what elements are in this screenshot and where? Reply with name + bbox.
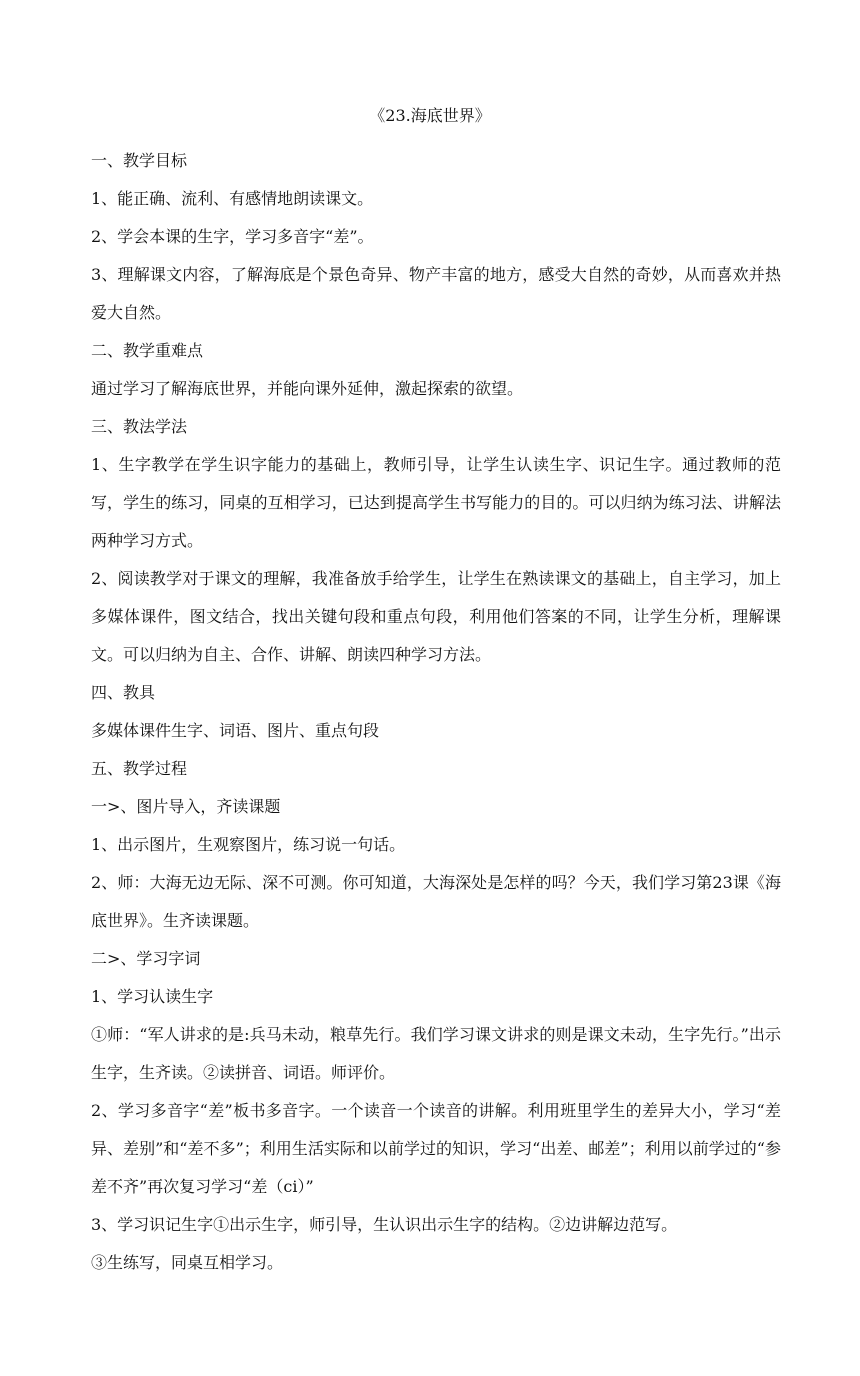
paragraph: 多媒体课件生字、词语、图片、重点句段 — [91, 721, 380, 740]
document-body — [91, 142, 781, 1282]
subsection-heading: 二>、学习字词 — [91, 949, 201, 968]
paragraph: 1、出示图片，生观察图片，练习说一句话。 — [91, 835, 406, 854]
paragraph: 通过学习了解海底世界，并能向课外延伸，激起探索的欲望。 — [91, 379, 524, 398]
paragraph: 2、学会本课的生字，学习多音字“差”。 — [91, 227, 374, 246]
paragraph: 3、学习识记生字①出示生字，师引导，生认识出示生字的结构。②边讲解边范写。 — [91, 1215, 678, 1234]
paragraph: 1、能正确、流利、有感情地朗读课文。 — [91, 189, 374, 208]
section-heading-process: 五、教学过程 — [91, 759, 188, 778]
section-heading-methods: 三、教法学法 — [91, 417, 188, 436]
document-title: 《23.海底世界》 — [369, 106, 491, 125]
paragraph: 1、生字教学在学生识字能力的基础上，教师引导，让学生认读生字、识记生字。通过教师的范写，学生的练习，同桌的互相学习，已达到提高学生书写能力的目的。可以归纳为练习法、讲解法两种学习方式。 — [91, 455, 781, 550]
paragraph: 2、学习多音字“差”板书多音字。一个读音一个读音的讲解。利用班里学生的差异大小，学习“差异、差别”和“差不多”；利用生活实际和以前学过的知识，学习“出差、邮差”；利用以前学过的“参差不齐”再次复习学习“差（ci）” — [91, 1101, 781, 1196]
paragraph: 2、阅读教学对于课文的理解，我准备放手给学生，让学生在熟读课文的基础上，自主学习，加上多媒体课件，图文结合，找出关键句段和重点句段，利用他们答案的不同，让学生分析，理解课文。可以归纳为自主、合作、讲解、朗读四种学习方法。 — [91, 569, 781, 664]
paragraph: ①师：“军人讲求的是:兵马未动，粮草先行。我们学习课文讲求的则是课文未动，生字先行。”出示生字，生齐读。②读拼音、词语。师评价。 — [91, 1025, 781, 1082]
section-heading-key-points: 二、教学重难点 — [91, 341, 204, 360]
paragraph: 3、理解课文内容，了解海底是个景色奇异、物产丰富的地方，感受大自然的奇妙，从而喜欢并热爱大自然。 — [91, 265, 781, 322]
subsection-heading: 一>、图片导入，齐读课题 — [91, 797, 281, 816]
section-heading-objectives: 一、教学目标 — [91, 151, 188, 170]
paragraph: ③生练写，同桌互相学习。 — [91, 1253, 284, 1272]
paragraph: 2、师：大海无边无际、深不可测。你可知道，大海深处是怎样的吗？今天，我们学习第23课《海底世界》。生齐读课题。 — [91, 873, 781, 930]
paragraph: 1、学习认读生字 — [91, 987, 214, 1006]
section-heading-tools: 四、教具 — [91, 683, 156, 702]
